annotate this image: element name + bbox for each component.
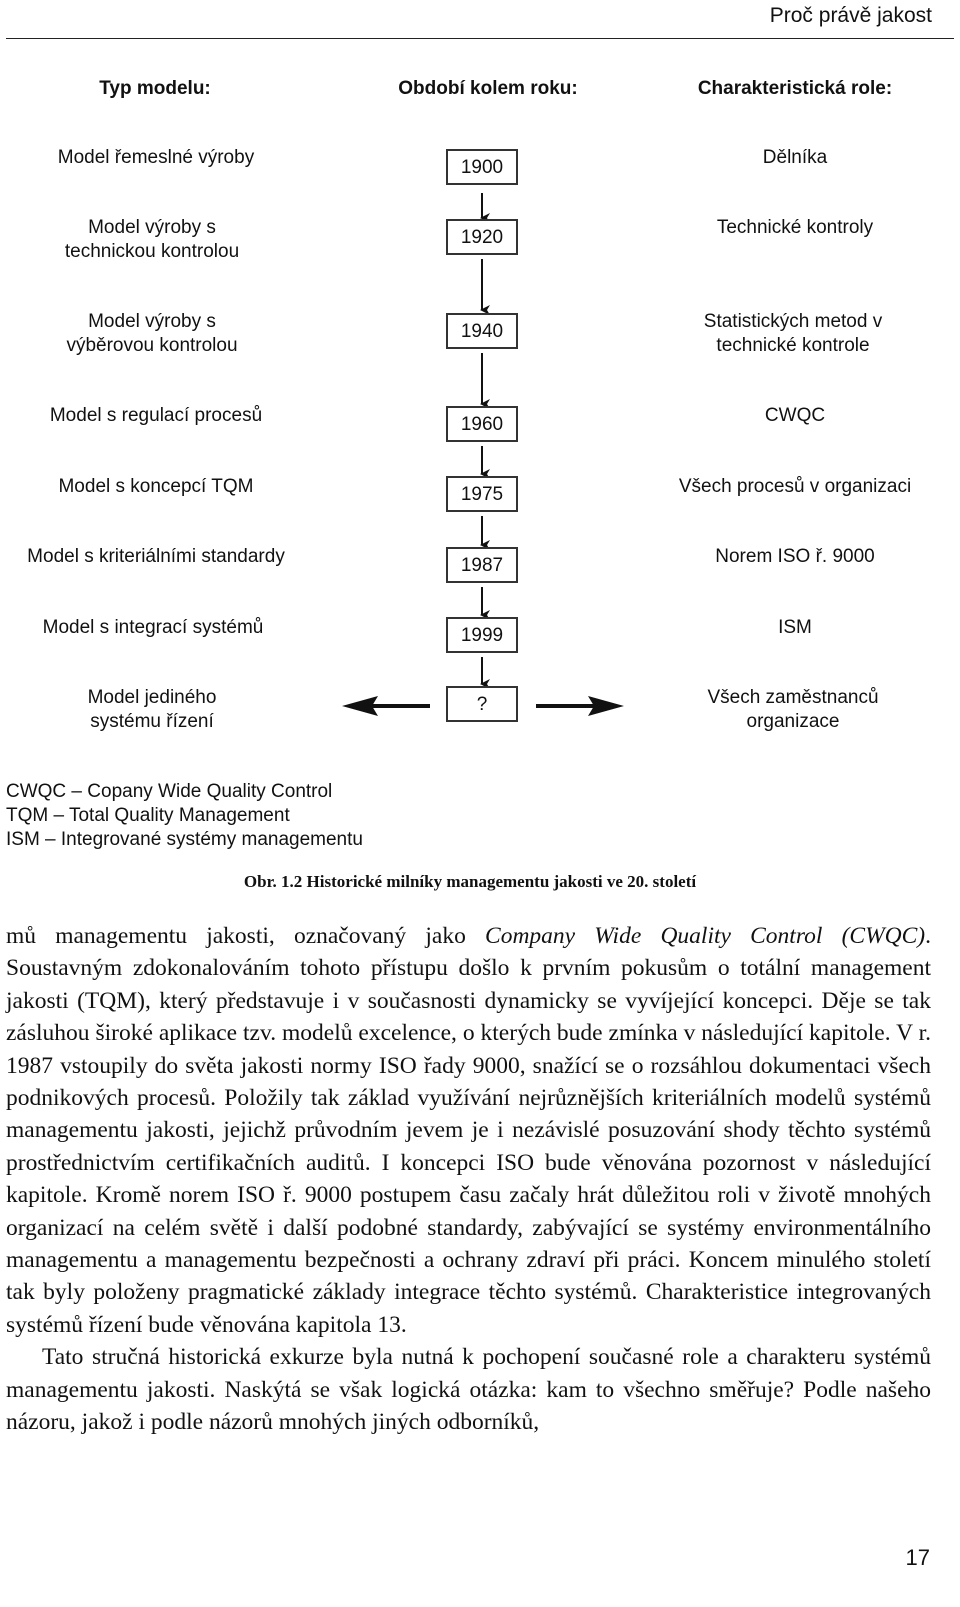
model-label: Model výroby s technickou kontrolou xyxy=(64,217,240,262)
role-label: CWQC xyxy=(764,405,826,426)
model-label: Model jediného systému řízení xyxy=(87,687,217,732)
model-label: Model s kriteriálními standardy xyxy=(27,546,285,567)
paragraph-1-emphasis: Company Wide Quality Control (CWQC) xyxy=(485,923,926,949)
arrow-left-to-model xyxy=(342,696,430,716)
header-role: Charakteristická role: xyxy=(697,78,893,99)
header-period: Období kolem roku: xyxy=(398,78,578,99)
model-label: Model s integrací systémů xyxy=(42,617,264,638)
paragraph-1 xyxy=(6,920,931,1341)
legend-item-ism: ISM – Integrované systémy managementu xyxy=(6,829,363,850)
model-label: Model s regulací procesů xyxy=(49,405,263,426)
model-label: Model výroby s výběrovou kontrolou xyxy=(66,311,238,356)
header-model-type: Typ modelu: xyxy=(99,78,211,99)
model-label: Model s koncepcí TQM xyxy=(58,476,254,497)
year-box: 1920 xyxy=(446,219,518,255)
legend-item-tqm: TQM – Total Quality Management xyxy=(6,805,290,826)
year-box: ? xyxy=(446,686,518,722)
figure-caption: Obr. 1.2 Historické milníky managementu jakosti ve 20. století xyxy=(243,872,697,891)
legend xyxy=(6,780,363,852)
role-label: ISM xyxy=(778,617,812,638)
arrow-right-to-role xyxy=(536,696,624,716)
role-label: Všech zaměstnanců organizace xyxy=(707,687,879,732)
role-label: Statistických metod v technické kontrole xyxy=(703,311,883,356)
role-label: Technické kontroly xyxy=(716,217,874,238)
paragraph-2: Tato stručná historická exkurze byla nutná k pochopení současné role a charakteru systémů managementu jakosti. Naskýtá se však logická otázka: kam to všechno směřuje? Podle našeho názoru, jakož i podle názorů mnohých jiných odborníků, xyxy=(6,1344,931,1436)
running-head: Proč právě jakost xyxy=(769,4,932,27)
paragraph-1-rest: . Soustavným zdokonalováním tohoto přístupu došlo k prvním pokusům o totální management jakosti (TQM), který představuje i v současnosti dynamicky se vyvíjející koncepci. Děje se tak zásluhou široké aplikace tzv. modelů excelence, o kterých bude zmínka v následující kapitole. V r. 1987 vstoupily do světa jakosti normy ISO řady 9000, snažící se o rozsáhlou dokumentaci všech podnikových procesů. Položily tak základ využívání nejrůznějších kriteriálních modelů systémů managementu jakosti, jejichž průvodním jevem je i nezávislé posuzování shody těchto systémů prostřednictvím certifikačních auditů. I koncepci ISO bude věnována pozornost v následující kapitole. Kromě norem ISO ř. 9000 postupem času začaly hrát důležitou roli v životě mnohých organizací na celém světě i další podobné standardy, zabývající se systémy environmentálního managementu a managementu bezpečnosti a ochrany zdraví při práci. Koncem minulého století tak byly položeny pragmatické základy integrace těchto systémů. Charakteristice integrovaných systémů řízení bude věnována kapitola 13. xyxy=(6,923,932,1338)
year-box: 1975 xyxy=(446,476,518,512)
year-box: 1900 xyxy=(446,149,518,185)
year-box: 1987 xyxy=(446,547,518,583)
role-label: Norem ISO ř. 9000 xyxy=(715,546,875,567)
role-label: Všech procesů v organizaci xyxy=(678,476,912,497)
model-label: Model řemeslné výroby xyxy=(57,147,255,168)
role-label: Dělníka xyxy=(762,147,828,168)
year-box: 1999 xyxy=(446,617,518,653)
paragraph-1-start: mů managementu jakosti, označovaný jako xyxy=(6,923,486,949)
page-number: 17 xyxy=(905,1545,930,1570)
year-box: 1940 xyxy=(446,313,518,349)
year-box: 1960 xyxy=(446,406,518,442)
body-text xyxy=(6,920,931,1439)
legend-item-cwqc: CWQC – Copany Wide Quality Control xyxy=(6,781,333,802)
